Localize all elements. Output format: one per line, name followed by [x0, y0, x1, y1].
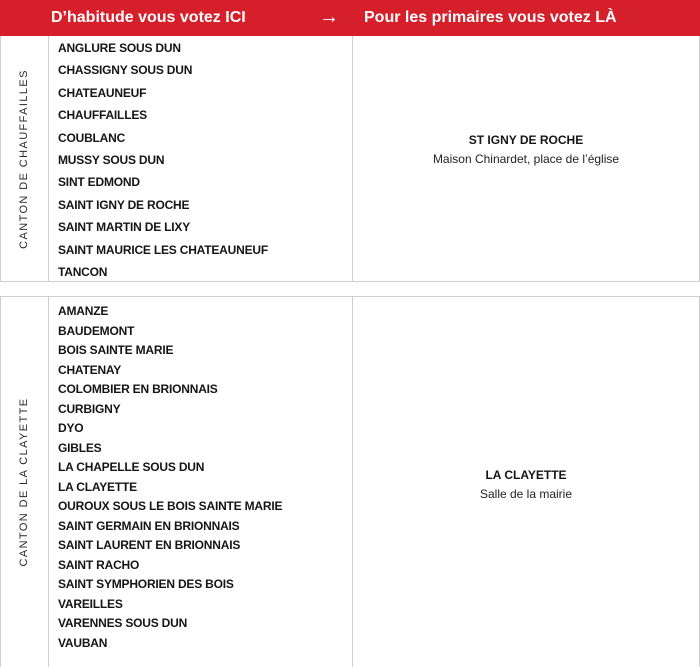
- commune-item: SAINT MARTIN DE LIXY: [58, 220, 191, 235]
- commune-item: CHAUFFAILLES: [58, 108, 147, 123]
- commune-item: SINT EDMOND: [58, 175, 140, 190]
- canton-section-la-clayette: [0, 296, 700, 667]
- commune-item: LA CLAYETTE: [58, 479, 137, 494]
- commune-item: CHATENAY: [58, 362, 122, 377]
- commune-item: SAINT IGNY DE ROCHE: [58, 197, 190, 212]
- destination-place: Maison Chinardet, place de l’église: [432, 152, 620, 166]
- commune-item: SAINT LAURENT EN BRIONNAIS: [58, 538, 241, 552]
- commune-item: GIBLES: [58, 440, 102, 455]
- canton-label: CANTON DE CHAUFFAILLES: [18, 69, 30, 249]
- commune-item: SAINT GERMAIN EN BRIONNAIS: [58, 518, 240, 533]
- canton-label: CANTON DE LA CLAYETTE: [18, 397, 30, 566]
- commune-item: COLOMBIER EN BRIONNAIS: [58, 382, 218, 396]
- commune-item: VAUBAN: [58, 635, 108, 650]
- commune-item: OUROUX SOUS LE BOIS SAINTE MARIE: [58, 499, 283, 513]
- commune-item: BAUDEMONT: [58, 323, 135, 338]
- commune-item: LA CHAPELLE SOUS DUN: [58, 460, 205, 474]
- destination-place: Salle de la mairie: [479, 487, 573, 501]
- commune-item: CHASSIGNY SOUS DUN: [58, 63, 193, 78]
- commune-item: SAINT MAURICE LES CHATEAUNEUF: [58, 242, 268, 257]
- commune-item: COUBLANC: [58, 130, 126, 145]
- header-primary-polling: Pour les primaires vous votez LÀ: [364, 9, 617, 26]
- canton-section-chauffailles: [0, 36, 700, 282]
- commune-item: VARENNES SOUS DUN: [58, 616, 188, 630]
- commune-item: DYO: [58, 421, 84, 435]
- commune-item: CURBIGNY: [58, 401, 121, 416]
- destination-name: ST IGNY DE ROCHE: [468, 133, 584, 147]
- commune-item: CHATEAUNEUF: [58, 85, 147, 100]
- commune-item: TANCON: [58, 265, 108, 279]
- polling-destination: [353, 133, 699, 166]
- polling-destination: [353, 468, 699, 501]
- commune-item: AMANZE: [58, 304, 109, 318]
- commune-item: VAREILLES: [58, 596, 123, 611]
- commune-item: ANGLURE SOUS DUN: [58, 41, 181, 55]
- commune-item: BOIS SAINTE MARIE: [58, 343, 174, 357]
- destination-name: LA CLAYETTE: [485, 468, 567, 482]
- header-usual-polling: D’habitude vous votez ICI: [51, 9, 246, 26]
- commune-item: SAINT RACHO: [58, 557, 140, 572]
- canton-label-cell: [0, 36, 48, 282]
- arrow-right-icon: →: [319, 6, 339, 28]
- commune-item: SAINT SYMPHORIEN DES BOIS: [58, 577, 234, 591]
- table-header: [0, 0, 700, 36]
- canton-label-cell: [0, 296, 48, 667]
- commune-item: MUSSY SOUS DUN: [58, 153, 165, 167]
